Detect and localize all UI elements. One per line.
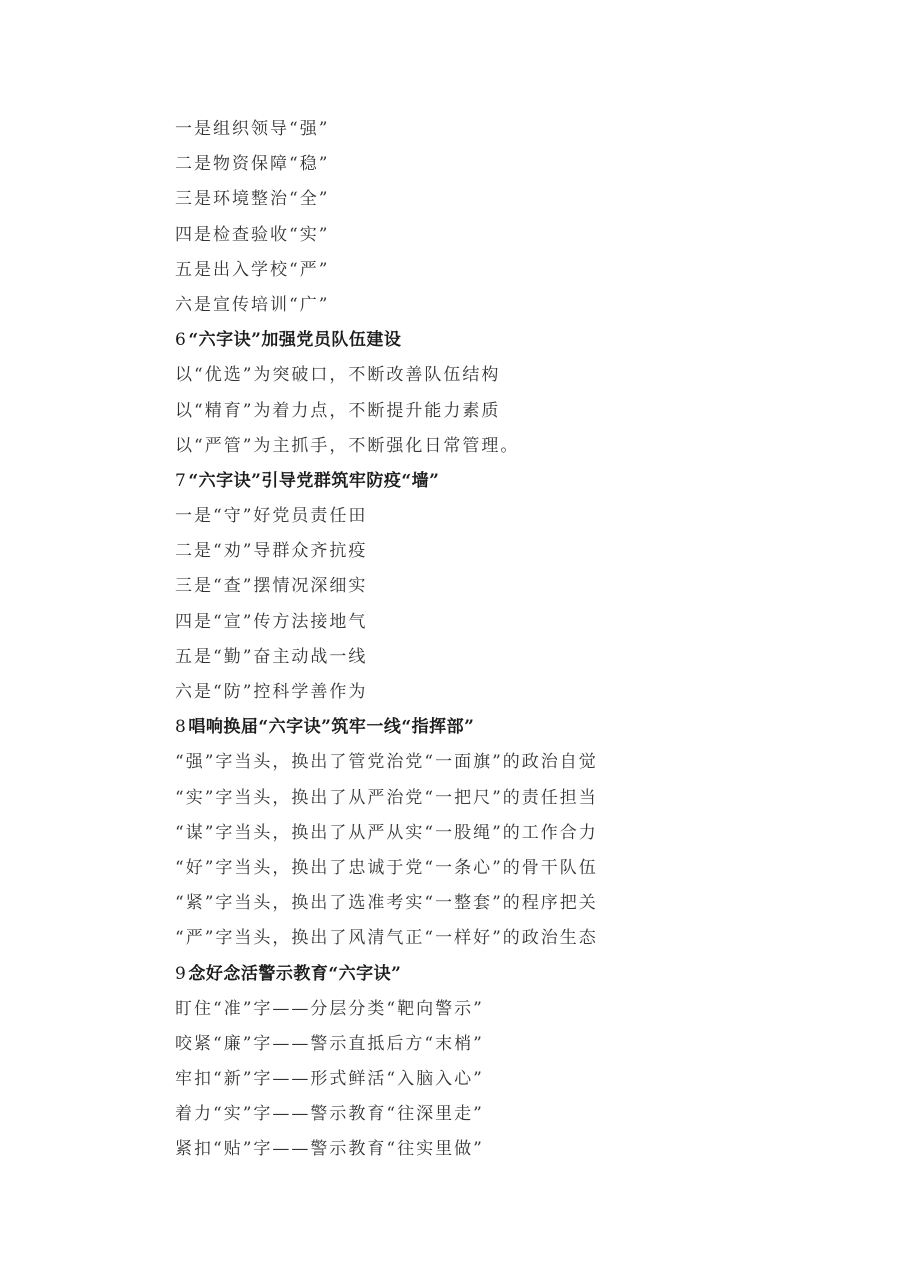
list-item: 四是检查验收“实” [175,224,330,245]
list-item: “严”字当头，换出了风清气正“一样好”的政治生态 [175,928,598,949]
section-number: 7 [175,470,187,491]
list-item: 五是“勤”奋主动战一线 [175,646,368,667]
list-item: 紧扣“贴”字——警示教育“往实里做” [175,1139,484,1160]
list-item: 六是宣传培训“广” [175,294,330,315]
list-item: 三是“查”摆情况深细实 [175,576,368,597]
list-item: 二是“劝”导群众齐抗疫 [175,541,368,562]
section-heading-6 [175,323,875,358]
list-item: 一是“守”好党员责任田 [175,506,368,527]
list-item: 以“严管”为主抓手，不断强化日常管理。 [175,435,520,456]
section-number: 9 [175,963,187,984]
list-item: 以“优选”为突破口，不断改善队伍结构 [175,365,501,386]
section-title: 唱响换届“六字诀”筑牢一线“指挥部” [188,717,475,738]
list-item: 三是环境整治“全” [175,189,330,210]
list-item: 以“精育”为着力点，不断提升能力素质 [175,400,501,421]
section-title: “六字诀”加强党员队伍建设 [188,330,402,351]
section-number: 6 [175,330,187,351]
section-heading-9 [175,957,875,992]
list-item: “好”字当头，换出了忠诚于党“一条心”的骨干队伍 [175,857,598,878]
list-item: 牢扣“新”字——形式鲜活“入脑入心” [175,1069,484,1090]
section-title: 念好念活警示教育“六字诀” [188,963,402,984]
list-item: 一是组织领导“强” [175,119,330,139]
document-body [175,112,875,1168]
section-title: “六字诀”引导党群筑牢防疫“墙” [188,470,440,491]
list-item: “紧”字当头，换出了选准考实“一整套”的程序把关 [175,893,598,914]
list-item: 咬紧“廉”字——警示直抵后方“末梢” [175,1033,484,1054]
list-item: 四是“宣”传方法接地气 [175,611,368,632]
list-item: 盯住“准”字——分层分类“靶向警示” [175,998,484,1019]
section-heading-8 [175,710,875,745]
list-item: 二是物资保障“稳” [175,154,330,175]
list-item: 五是出入学校“严” [175,259,330,280]
list-item: “谋”字当头，换出了从严从实“一股绳”的工作合力 [175,822,598,843]
list-item: “实”字当头，换出了从严治党“一把尺”的责任担当 [175,787,598,808]
list-item: “强”字当头，换出了管党治党“一面旗”的政治自觉 [175,752,598,773]
section-heading-7 [175,464,875,499]
section-number: 8 [175,717,187,738]
list-item: 六是“防”控科学善作为 [175,682,368,702]
list-item: 着力“实”字——警示教育“往深里走” [175,1104,484,1125]
